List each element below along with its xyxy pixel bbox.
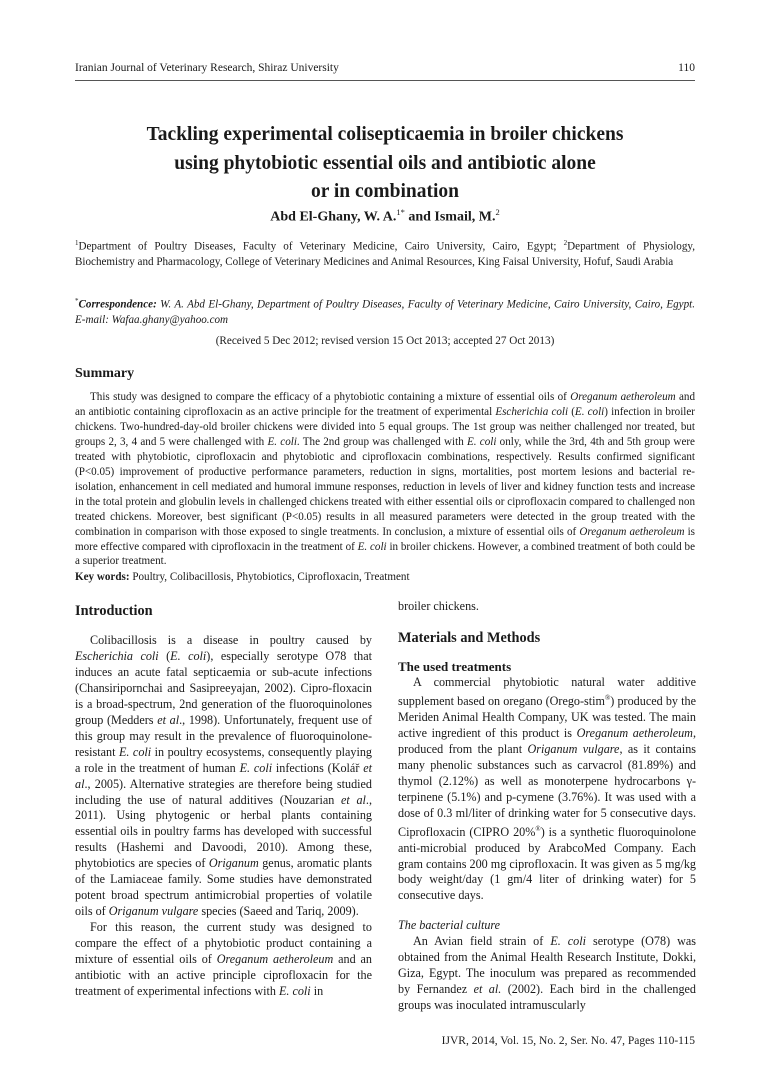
keywords-label: Key words: [75,571,130,583]
title-line-1: Tackling experimental colisepticaemia in broiler chickens [146,124,624,145]
text-span: ( [158,648,171,663]
italic-span: E. coli [550,934,586,949]
author-2: Ismail, M. [434,209,496,225]
introduction-heading: Introduction [75,603,153,619]
italic-span: et al [75,760,372,791]
summary-species: E. coli [267,435,297,448]
italic-span: Origanum vulgare [108,904,199,919]
summary-heading: Summary [75,366,135,381]
italic-span: E. coli [118,744,152,759]
text-span: in poultry ecosystems, consequently playing a role in the treatment of human [75,744,372,775]
methods-paragraph-2 [398,934,696,1014]
italic-span: Oreganum aetheroleum [576,725,693,740]
author-1-sup: 1* [396,207,405,217]
text-span: ) produced by the Meriden Animal Health Company, UK was tested. The main active ingredient of this product is [398,693,697,740]
italic-span: et al [157,712,180,727]
text-span: , as it contains many phenolic substances such as carvacrol (81.89%) and thymol (2.12%) as well as monoterpene hydrocarbons γ-terpinene (5.1%) and p-cymene (3.76%). It was used with a dose of 0.3 ml/liter of drinking water for 5 consecutive days. Ciprofloxacin (CIPRO 20% [398,741,696,839]
summary-text [75,390,695,569]
text-span: genus, aromatic plants of the Lamiaceae family. Some studies have demonstrated potent broad spectrum antimicrobial properties of volatile oils of [75,856,372,919]
summary-span: . The 2nd group was challenged with [296,435,467,448]
page-footer: IJVR, 2014, Vol. 15, No. 2, Ser. No. 47, Pages 110-115 [441,1035,695,1047]
italic-span: et al. [473,982,502,997]
text-span: Colibacillosis is a disease in poultry caused by [90,633,372,647]
author-list [75,207,695,226]
text-span: For this reason, the current study was designed to compare the effect of a phytobiotic product containing a mixture of essential oils of [75,920,372,967]
text-span: infections (Kolář [272,760,364,775]
summary-species: Oreganum aetheroleum [570,391,676,403]
summary-span: is more effective compared with ciprofloxacin in the treatment of [75,525,695,553]
methods-heading: Materials and Methods [398,629,541,646]
italic-span: Origanum [208,856,259,871]
article-title [75,121,695,207]
treatments-heading: The used treatments [398,658,512,674]
bacterial-culture-heading: The bacterial culture [398,918,501,933]
summary-species: E. coli [574,405,605,418]
corresp-marker: * [75,297,79,305]
author-1: Abd El-Ghany, W. A. [270,209,397,225]
text-span: ., 2011). Using phytogenic or herbal plants containing essential oils in poultry farms has developed with successful results (Hashemi and Davoodi, 2010). Among these, phytobiotics are species of [75,792,372,871]
registered-mark: ® [604,693,611,702]
author-conjunction: and [404,209,435,225]
text-span: ., 2005). Alternative strategies are therefore being studied including the use of natural additives (Nouzarian [75,776,372,807]
summary-span: in broiler chickens. However, a combined treatment of both could be a superior treatment. [75,540,695,568]
italic-span: E. coli [239,760,273,775]
summary-species: Oreganum aetheroleum [579,525,685,538]
text-span: An Avian field strain of [413,934,551,949]
text-span: (2002). Each bird in the challenged groups was inoculated intramuscularly [398,982,696,1013]
text-span: in [310,983,324,998]
italic-span: Origanum vulgare [527,741,620,756]
header-rule [75,80,695,81]
italic-span: et al [341,792,366,807]
summary-species: E. coli [357,540,387,553]
summary-span: ) infection in broiler chickens. Two-hundred-day-old broiler chickens were divided into 5 equal groups. The 1st group was neither challenged nor treated, but groups 2, 3, 4 and 5 were challenged with [75,405,695,448]
text-span: and an antibiotic with an active principle ciprofloxacin for the treatment of experimental infections with [75,952,373,998]
text-span: , produced from the plant [398,725,696,756]
correspondence [75,294,695,329]
affil-1-text: Department of Poultry Diseases, Faculty of Veterinary Medicine, Cairo University, Cairo, Egypt; [78,240,564,253]
page-number: 110 [678,62,695,74]
summary-span: and an antibiotic containing ciprofloxacin as an active principle for the treatment of experimental [75,391,696,418]
summary-species: E. coli [467,435,497,448]
text-span: serotype (O78) was obtained from the Animal Health Research Institute, Dokki, Giza, Egypt. The inoculum was prepared as recommended by Fernandez [398,934,697,997]
text-span: ), especially serotype O78 that induces an acute fatal septicaemia or sub-acute infections (Chansiripornchai and Sasipreeyajan, 2002). Cipro-floxacin is a broad-spectrum, 2nd generation of the fluoroquinolones group (Medders [75,648,373,727]
italic-span: Oreganum aetheroleum [216,952,334,967]
italic-span: E. coli [170,648,207,663]
journal-name: Iranian Journal of Veterinary Research, Shiraz University [75,62,339,74]
registered-mark: ® [535,824,541,833]
italic-span: Escherichia coli [75,648,159,663]
intro-paragraph-1 [75,633,372,920]
running-head [75,62,695,74]
title-line-2: using phytobiotic essential oils and antibiotic alone [174,152,596,174]
left-column [75,602,372,1000]
author-2-sup: 2 [495,207,500,217]
keywords [75,571,695,583]
summary-species: Escherichia coli [495,405,569,418]
summary-span: ( [568,405,575,418]
received-dates: (Received 5 Dec 2012; revised version 15 Oct 2013; accepted 27 Oct 2013) [215,335,555,347]
keywords-text: Poultry, Colibacillosis, Phytobiotics, Ciprofloxacin, Treatment [129,571,410,583]
affiliations [75,236,695,271]
methods-paragraph-1 [398,675,696,904]
corresp-label: Correspondence: [78,298,157,311]
corresp-text: W. A. Abd El-Ghany, Department of Poultry Diseases, Faculty of Veterinary Medicine, Cairo University, Cairo, Egypt. E-mail: Wafaa.ghany@yahoo.com [75,298,695,327]
title-line-3: or in combination [310,181,460,202]
affil-2-sup: 2 [563,239,568,247]
affil-2-text: Department of Physiology, Biochemistry and Pharmacology, College of Veterinary Medicines and Animal Resources, King Faisal University, Hofuf, Saudi Arabia [75,240,695,269]
text-span: species (Saeed and Tariq, 2009). [198,904,359,919]
text-span: A commercial phytobiotic natural water additive supplement based on oregano (Orego-stim [398,674,696,708]
intro-paragraph-2-continued: broiler chickens. [398,599,479,613]
text-span: ) is a synthetic fluoroquinolone anti-microbial produced by ArabcoMed Company. Each gram contains 200 mg ciprofloxacin. It was given as 5 mg/kg body weight/day (1 gm/4 liter of drinking water) for 5 consecutive days. [398,824,696,903]
text-span: ., 1998). Unfortunately, frequent use of this group may result in the prevalence of fluoroquinolone-resistant [75,712,372,759]
summary-span: This study was designed to compare the efficacy of a phytobiotic containing a mixture of essential oils of [90,391,571,403]
right-column [398,599,696,1014]
italic-span: E. coli [278,983,311,998]
intro-paragraph-2 [75,920,372,1000]
summary-span: only, while the 3rd, 4th and 5th group were treated with phytobiotic, ciprofloxacin and phytobiotic and ciprofloxacin combinations, respectively. Results confirmed significant (P<0.05) improvement of productive performance parameters, reduction in signs, mortalities, post mortem lesions and bacterial re-isolation, enhancement in cell mediated and humoral immune responses, reduction in levels of liver and kidney function tests and increase in the total protein and globulin levels in challenged chickens treated with either essential oils or ciprofloxacin compared to challenged non treated chickens. Moreover, best significant (P<0.05) results in all measured parameters were detected in the group treated with the combination in comparison with those exposed to single treatments. In conclusion, a mixture of essential oils of [75,435,695,538]
affil-1-sup: 1 [75,239,79,247]
